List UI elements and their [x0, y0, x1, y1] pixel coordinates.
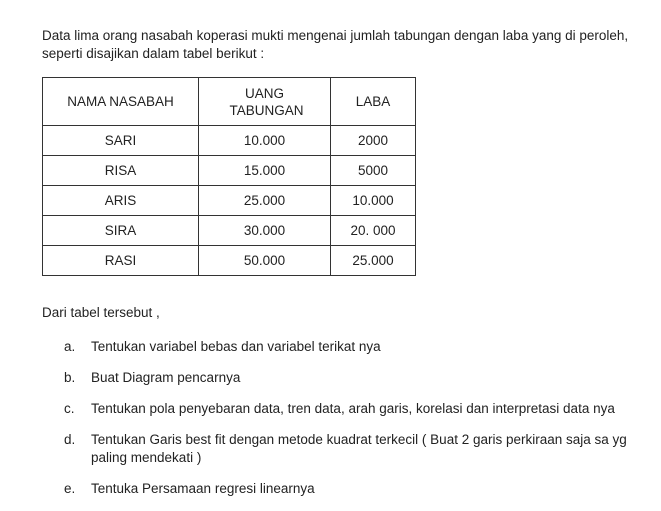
table-row — [43, 216, 416, 246]
header-laba: LABA — [331, 78, 416, 126]
question-list — [64, 338, 661, 511]
cell-nama: ARIS — [43, 186, 199, 216]
cell-nama: RISA — [43, 156, 199, 186]
table-row — [43, 246, 416, 276]
item-text: Buat Diagram pencarnya — [91, 370, 241, 385]
cell-tabungan: 15.000 — [199, 156, 331, 186]
cell-tabungan: 25.000 — [199, 186, 331, 216]
cell-nama: RASI — [43, 246, 199, 276]
list-item — [64, 431, 661, 467]
lead-text: Dari tabel tersebut , — [42, 305, 160, 320]
item-letter: d. — [64, 432, 76, 447]
item-letter: c. — [64, 401, 75, 416]
item-letter: a. — [64, 339, 76, 354]
cell-tabungan: 30.000 — [199, 216, 331, 246]
cell-laba: 25.000 — [331, 246, 416, 276]
table-row — [43, 126, 416, 156]
cell-laba: 20. 000 — [331, 216, 416, 246]
intro-paragraph: Data lima orang nasabah koperasi mukti mengenai jumlah tabungan dengan laba yang di peroleh, seperti disajikan dalam tabel berikut : — [42, 28, 629, 61]
list-item — [64, 480, 661, 498]
list-item — [64, 369, 661, 387]
list-item — [64, 400, 661, 418]
table-header-row — [43, 78, 416, 126]
item-text: Tentukan pola penyebaran data, tren data, arah garis, korelasi dan interpretasi data nya — [91, 401, 615, 416]
table-row — [43, 156, 416, 186]
item-letter: b. — [64, 370, 76, 385]
savings-table — [42, 77, 416, 276]
header-uang-tabungan — [199, 78, 331, 126]
table-row — [43, 186, 416, 216]
item-text: Tentuka Persamaan regresi linearnya — [91, 481, 315, 496]
cell-nama: SIRA — [43, 216, 199, 246]
item-text: Tentukan Garis best fit dengan metode kuadrat terkecil ( Buat 2 garis perkiraan saja sa yg paling mendekati ) — [91, 432, 627, 465]
cell-laba: 5000 — [331, 156, 416, 186]
cell-laba: 10.000 — [331, 186, 416, 216]
cell-nama: SARI — [43, 126, 199, 156]
header-uang-tabungan-text: UANG TABUNGAN — [229, 85, 304, 118]
header-nama-nasabah: NAMA NASABAH — [43, 78, 199, 126]
cell-tabungan: 10.000 — [199, 126, 331, 156]
list-item — [64, 338, 661, 356]
cell-laba: 2000 — [331, 126, 416, 156]
item-text: Tentukan variabel bebas dan variabel terikat nya — [91, 339, 381, 354]
cell-tabungan: 50.000 — [199, 246, 331, 276]
item-letter: e. — [64, 481, 76, 496]
